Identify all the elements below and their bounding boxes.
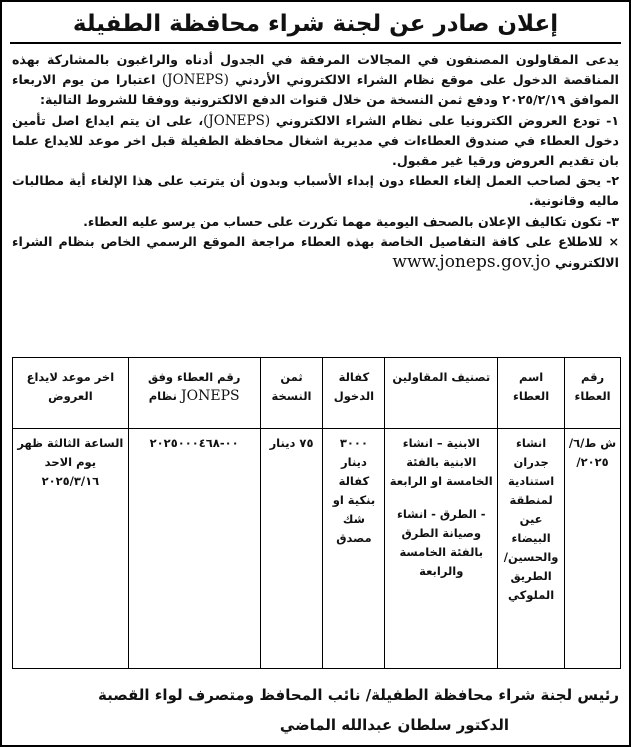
classification-buildings: الابنية – انشاء الابنية بالفئة الخامسة او الرابعة [389, 436, 493, 488]
condition-1 [12, 111, 619, 172]
condition-1-code: (JONEPS) [203, 112, 271, 129]
table-header-row [13, 358, 621, 429]
signatory-name: الدكتور سلطان عبدالله الماضي [279, 716, 509, 734]
cell-copy-price: ٧٥ دينار [260, 429, 323, 669]
intro-text-2: اعتبارا من يوم الاربعاء الموافق ٢٠٢٥/٢/١٩ ودفع ثمن النسخة من خلال قنوات الدفع الالكترونية ووفقا للشروط التالية: [12, 72, 619, 108]
cell-bid-bond: ٣٠٠٠ دينار كفالة بنكية او شك مصدق [323, 429, 385, 669]
intro-paragraph [12, 50, 619, 111]
details-note [12, 232, 619, 273]
header-joneps-pre: رقم العطاء وفق [147, 370, 241, 384]
condition-1-text-a: ١- تودع العروض الكترونيا على نظام الشراء الالكتروني [275, 112, 619, 128]
tender-table [12, 357, 621, 669]
header-tender-number: رقم العطاء [565, 358, 621, 429]
header-copy-price: ثمن النسخة [260, 358, 323, 429]
header-tender-name: اسم العطاء [498, 358, 565, 429]
condition-2: ٢- يحق لصاحب العمل إلغاء العطاء دون إبداء الأسباب وبدون أن يترتب على هذا الإلغاء أية مطالبات ماليه وقانونية. [12, 173, 619, 209]
announcement-body [12, 50, 619, 273]
cell-joneps-number: ٠٠-٢٠٢٥٠٠٠٤٦٨ [128, 429, 260, 669]
condition-3: ٣- تكون تكاليف الإعلان بالصحف اليومية مهما تكررت على حساب من يرسو عليه العطاء. [83, 213, 619, 229]
signatory-title: رئيس لجنة شراء محافظة الطفيلة/ نائب المحافظ ومتصرف لواء القصبة [97, 686, 619, 704]
header-joneps-code: JONEPS [181, 388, 240, 404]
announcement-title: إعلان صادر عن لجنة شراء محافظة الطفيلة [10, 6, 621, 44]
header-contractor-classification: تصنيف المقاولين [385, 358, 498, 429]
cell-contractor-classification [385, 429, 498, 669]
signature-block [12, 680, 619, 740]
condition-1-text-b: ، على ان يتم ايداع اصل تأمين دخول العطاء في صندوق العطاءات في مديرية اشغال محافظة الطفيلة قبل اخر موعد للايداع علما بان تقديم العروض ورقيا غير مقبول. [12, 112, 619, 169]
intro-text-1: يدعى المقاولون المصنفون في المجالات المرفقة في الجدول أدناه والراغبون بالمشاركة بهذه المناقصة الدخول على موقع نظام الشراء الالكتروني الأردني [12, 52, 619, 88]
classification-roads: - الطرق - انشاء وصيانة الطرق بالفئة الخامسة والرابعة [396, 507, 486, 578]
header-deadline: اخر موعد لايداع العروض [13, 358, 129, 429]
intro-system-code: (JONEPS) [161, 72, 229, 89]
header-joneps-number [128, 358, 260, 429]
cell-tender-name: انشاء جدران استنادية لمنطقة عين البيضاء والحسين/ الطريق الملوكي [498, 429, 565, 669]
table-row [13, 429, 621, 669]
cell-deadline: الساعة الثالثة ظهر يوم الاحد ٢٠٢٥/٣/١٦ [13, 429, 129, 669]
header-bid-bond: كفالة الدخول [323, 358, 385, 429]
joneps-website-link[interactable]: www.joneps.gov.jo [392, 252, 551, 273]
header-joneps-post: نظام [148, 389, 177, 403]
cell-tender-number: ش ط/٦/ ٢٠٢٥/ [565, 429, 621, 669]
details-note-text: × للاطلاع على كافة التفاصيل الخاصة بهذه العطاء مراجعة الموقع الرسمي الخاص بنظام الشراء الالكتروني [12, 233, 619, 271]
